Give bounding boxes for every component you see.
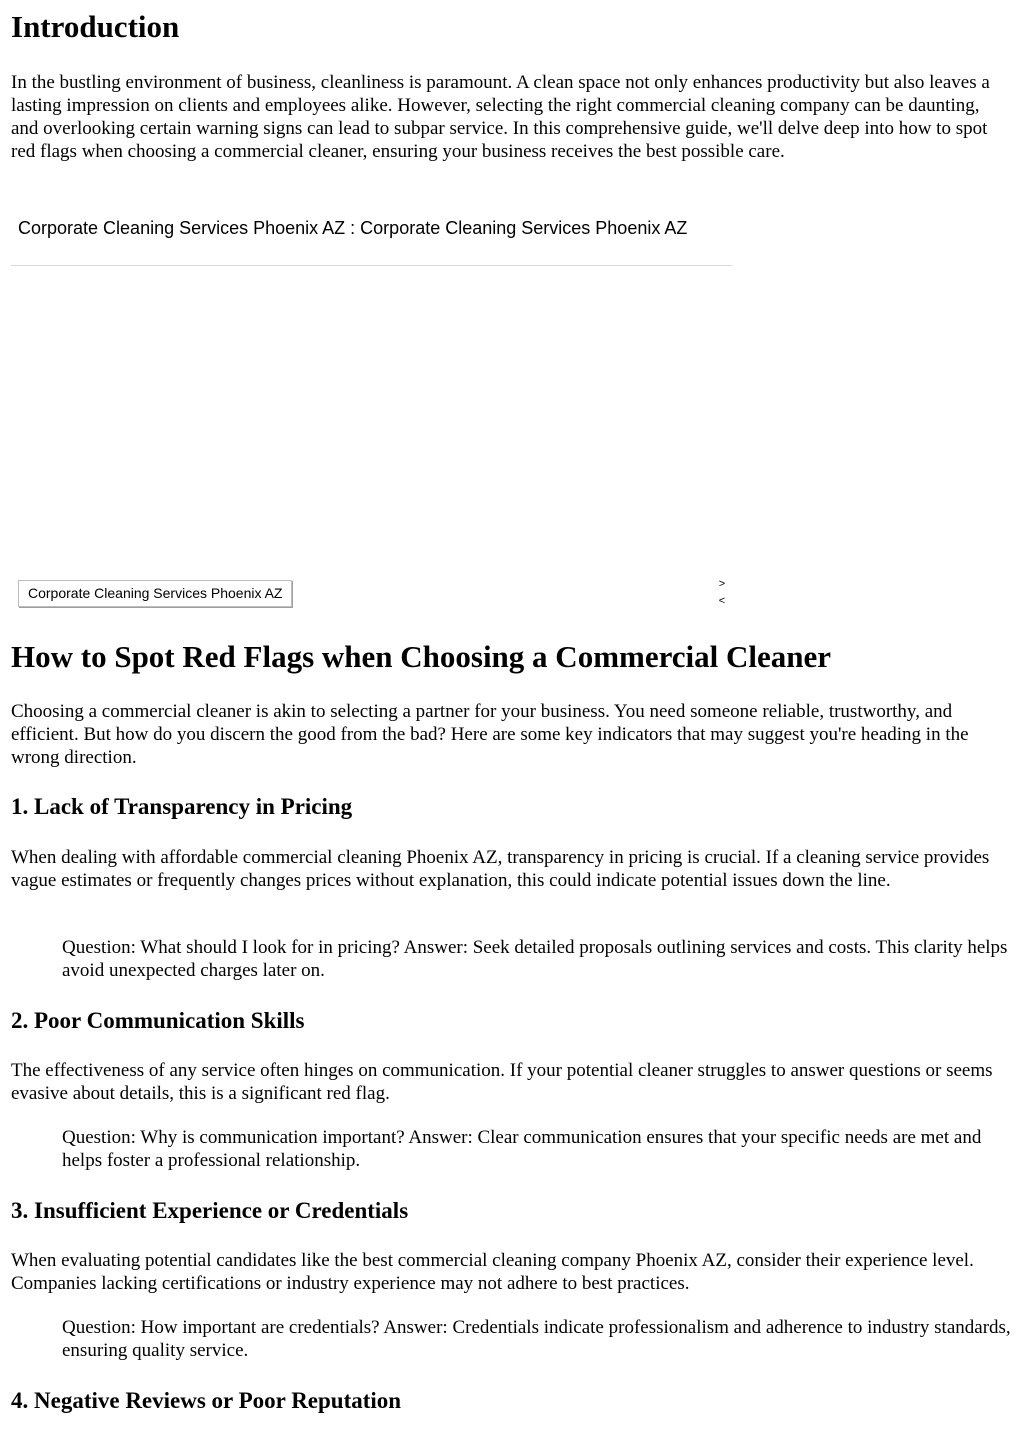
main-paragraph: Choosing a commercial cleaner is akin to selecting a partner for your business. You need someone reliable, trustworthy, and efficient. But how do you discern the good from the bad? Here are some key indicators that may suggest you're heading in the wrong direction. [11, 701, 969, 768]
section-2-paragraph: The effectiveness of any service often hinges on communication. If your potential cleaner struggles to answer questions or seems evasive about details, this is a significant red flag. [11, 1060, 993, 1104]
section-3-paragraph: When evaluating potential candidates like the best commercial cleaning company Phoenix AZ, consider their experience level. Companies lacking certifications or industry experience may not adhere to best practices. [11, 1250, 974, 1294]
embed-title-link[interactable]: Corporate Cleaning Services Phoenix AZ : Corporate Cleaning Services Phoenix AZ [18, 218, 688, 238]
next-slide-button[interactable]: > [718, 578, 726, 590]
prev-slide-button[interactable]: < [718, 595, 726, 607]
section-3-heading: 3. Insufficient Experience or Credentials [11, 1198, 409, 1223]
embed-divider [11, 265, 732, 266]
section-1-quote: Question: What should I look for in pricing? Answer: Seek detailed proposals outlining services and costs. This clarity helps avoid unexpected charges later on. [62, 937, 1008, 981]
intro-paragraph: In the bustling environment of business, cleanliness is paramount. A clean space not only enhances productivity but also leaves a lasting impression on clients and employees alike. However, selecting the right commercial cleaning company can be daunting, and overlooking certain warning signs can lead to subpar service. In this comprehensive guide, we'll delve deep into how to spot red flags when choosing a commercial cleaner, ensuring your business receives the best possible care. [11, 72, 990, 162]
section-4-heading: 4. Negative Reviews or Poor Reputation [11, 1388, 402, 1413]
section-2-heading: 2. Poor Communication Skills [11, 1008, 305, 1033]
intro-heading: Introduction [11, 9, 180, 44]
embed-caption-tab[interactable]: Corporate Cleaning Services Phoenix AZ [18, 580, 292, 607]
section-1-heading: 1. Lack of Transparency in Pricing [11, 794, 353, 819]
section-2-quote: Question: Why is communication important? Answer: Clear communication ensures that your specific needs are met and helps foster a professional relationship. [62, 1127, 982, 1171]
slideshow-embed [11, 208, 732, 610]
section-1-paragraph: When dealing with affordable commercial cleaning Phoenix AZ, transparency in pricing is crucial. If a cleaning service provides vague estimates or frequently changes prices without explanation, this could indicate potential issues down the line. [11, 847, 990, 891]
main-heading: How to Spot Red Flags when Choosing a Commercial Cleaner [11, 639, 832, 674]
section-3-quote: Question: How important are credentials? Answer: Credentials indicate professionalism and adherence to industry standards, ensuring quality service. [62, 1317, 1011, 1361]
